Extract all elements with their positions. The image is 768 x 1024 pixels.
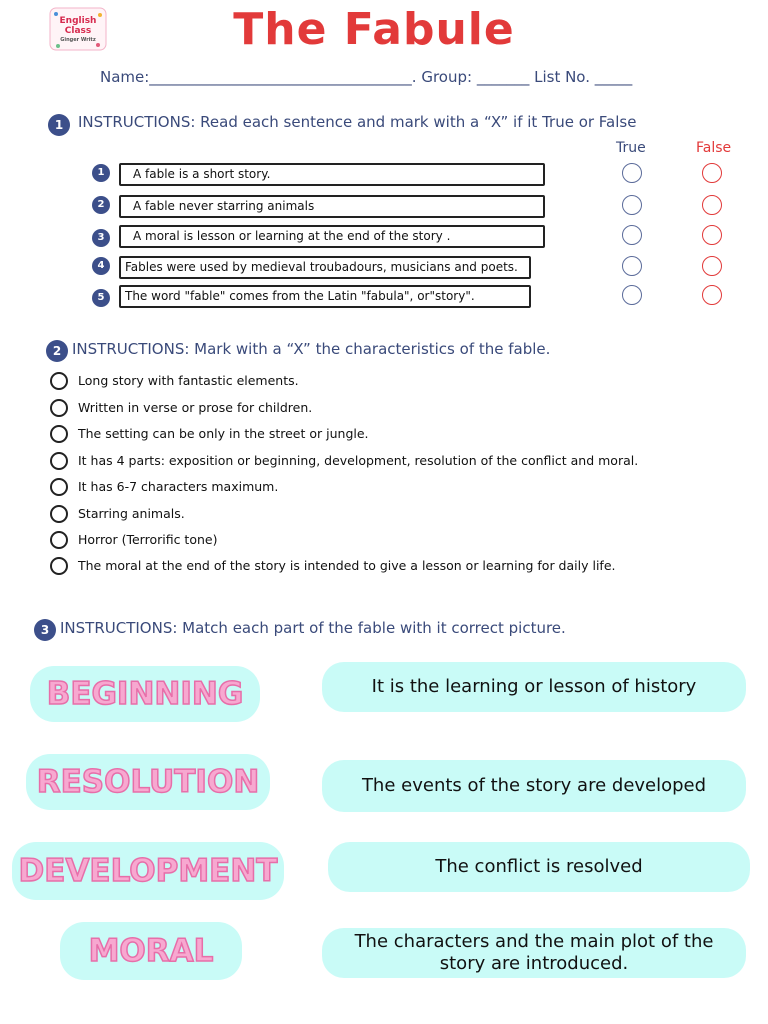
characteristic-option[interactable]	[50, 529, 217, 549]
characteristic-option[interactable]	[50, 555, 615, 575]
section-3-badge: 3	[34, 619, 56, 641]
section-1-badge: 1	[48, 114, 70, 136]
definition-box[interactable]	[322, 760, 746, 812]
part-label: MORAL	[88, 933, 214, 969]
true-choice-circle[interactable]	[622, 225, 642, 245]
tf-row-4	[0, 256, 768, 280]
part-resolution[interactable]	[26, 754, 270, 810]
true-choice-circle[interactable]	[622, 195, 642, 215]
tf-sentence: Fables were used by medieval troubadours, musicians and poets.	[119, 256, 531, 279]
checkbox-circle[interactable]	[50, 505, 68, 523]
tf-number-badge: 3	[92, 229, 110, 247]
characteristic-option[interactable]	[50, 476, 278, 496]
checkbox-circle[interactable]	[50, 531, 68, 549]
tf-number-badge: 4	[92, 257, 110, 275]
logo-line-3: Ginger Writz	[60, 37, 96, 43]
false-choice-circle[interactable]	[702, 225, 722, 245]
characteristic-text: Starring animals.	[78, 506, 185, 521]
characteristic-option[interactable]	[50, 370, 299, 390]
logo-line-2: Class	[64, 26, 92, 36]
definition-text: The events of the story are developed	[361, 775, 707, 796]
true-choice-circle[interactable]	[622, 256, 642, 276]
definition-text: It is the learning or lesson of history	[371, 676, 697, 697]
checkbox-circle[interactable]	[50, 399, 68, 417]
part-label: BEGINNING	[46, 676, 244, 712]
tf-row-5	[0, 285, 768, 309]
characteristic-option[interactable]	[50, 397, 312, 417]
tf-row-1	[0, 163, 768, 187]
part-beginning[interactable]	[30, 666, 260, 722]
characteristic-text: It has 6-7 characters maximum.	[78, 479, 279, 494]
definition-text: The characters and the main plot of the story are introduced.	[354, 931, 714, 974]
definition-text: The conflict is resolved	[435, 856, 643, 877]
characteristic-text: The setting can be only in the street or jungle.	[78, 426, 369, 441]
false-choice-circle[interactable]	[702, 256, 722, 276]
logo-line-1: English	[59, 16, 97, 26]
part-label: RESOLUTION	[36, 764, 260, 800]
checkbox-circle[interactable]	[50, 372, 68, 390]
characteristic-text: It has 4 parts: exposition or beginning, development, resolution of the conflict and moral.	[78, 453, 639, 468]
false-choice-circle[interactable]	[702, 163, 722, 183]
checkbox-circle[interactable]	[50, 557, 68, 575]
tf-row-2	[0, 195, 768, 219]
characteristic-text: Written in verse or prose for children.	[78, 400, 313, 415]
characteristic-text: The moral at the end of the story is intended to give a lesson or learning for daily life.	[78, 558, 616, 573]
characteristic-text: Horror (Terrorific tone)	[78, 532, 218, 547]
tf-number-badge: 5	[92, 289, 110, 307]
characteristic-option[interactable]	[50, 450, 638, 470]
characteristic-text: Long story with fantastic elements.	[78, 373, 299, 388]
tf-number-badge: 2	[92, 196, 110, 214]
characteristic-option[interactable]	[50, 423, 369, 443]
section-3-instruction: INSTRUCTIONS: Match each part of the fable with it correct picture.	[60, 619, 566, 637]
tf-sentence: A moral is lesson or learning at the end of the story .	[119, 225, 545, 248]
section-1-instruction: INSTRUCTIONS: Read each sentence and mark with a “X” if it True or False	[78, 113, 637, 131]
part-moral[interactable]	[60, 922, 242, 980]
tf-sentence: The word "fable" comes from the Latin "fabula", or"story".	[119, 285, 531, 308]
tf-sentence: A fable never starring animals	[119, 195, 545, 218]
worksheet-title: The Fabule	[233, 4, 515, 55]
true-choice-circle[interactable]	[622, 163, 642, 183]
definition-box[interactable]	[322, 662, 746, 712]
tf-number-badge: 1	[92, 164, 110, 182]
checkbox-circle[interactable]	[50, 452, 68, 470]
section-2-instruction: INSTRUCTIONS: Mark with a “X” the characteristics of the fable.	[72, 340, 551, 358]
definition-box[interactable]	[328, 842, 750, 892]
false-choice-circle[interactable]	[702, 285, 722, 305]
part-development[interactable]	[12, 842, 284, 900]
name-group-list-line: Name:___________________________________. Group: _______ List No. _____	[100, 68, 633, 86]
characteristic-option[interactable]	[50, 503, 185, 523]
section-2-badge: 2	[46, 340, 68, 362]
false-choice-circle[interactable]	[702, 195, 722, 215]
true-column-header: True	[616, 140, 646, 156]
tf-sentence: A fable is a short story.	[119, 163, 545, 186]
true-choice-circle[interactable]	[622, 285, 642, 305]
checkbox-circle[interactable]	[50, 478, 68, 496]
false-column-header: False	[696, 140, 732, 156]
checkbox-circle[interactable]	[50, 425, 68, 443]
part-label: DEVELOPMENT	[18, 853, 278, 889]
definition-box[interactable]	[322, 928, 746, 978]
tf-row-3	[0, 225, 768, 249]
